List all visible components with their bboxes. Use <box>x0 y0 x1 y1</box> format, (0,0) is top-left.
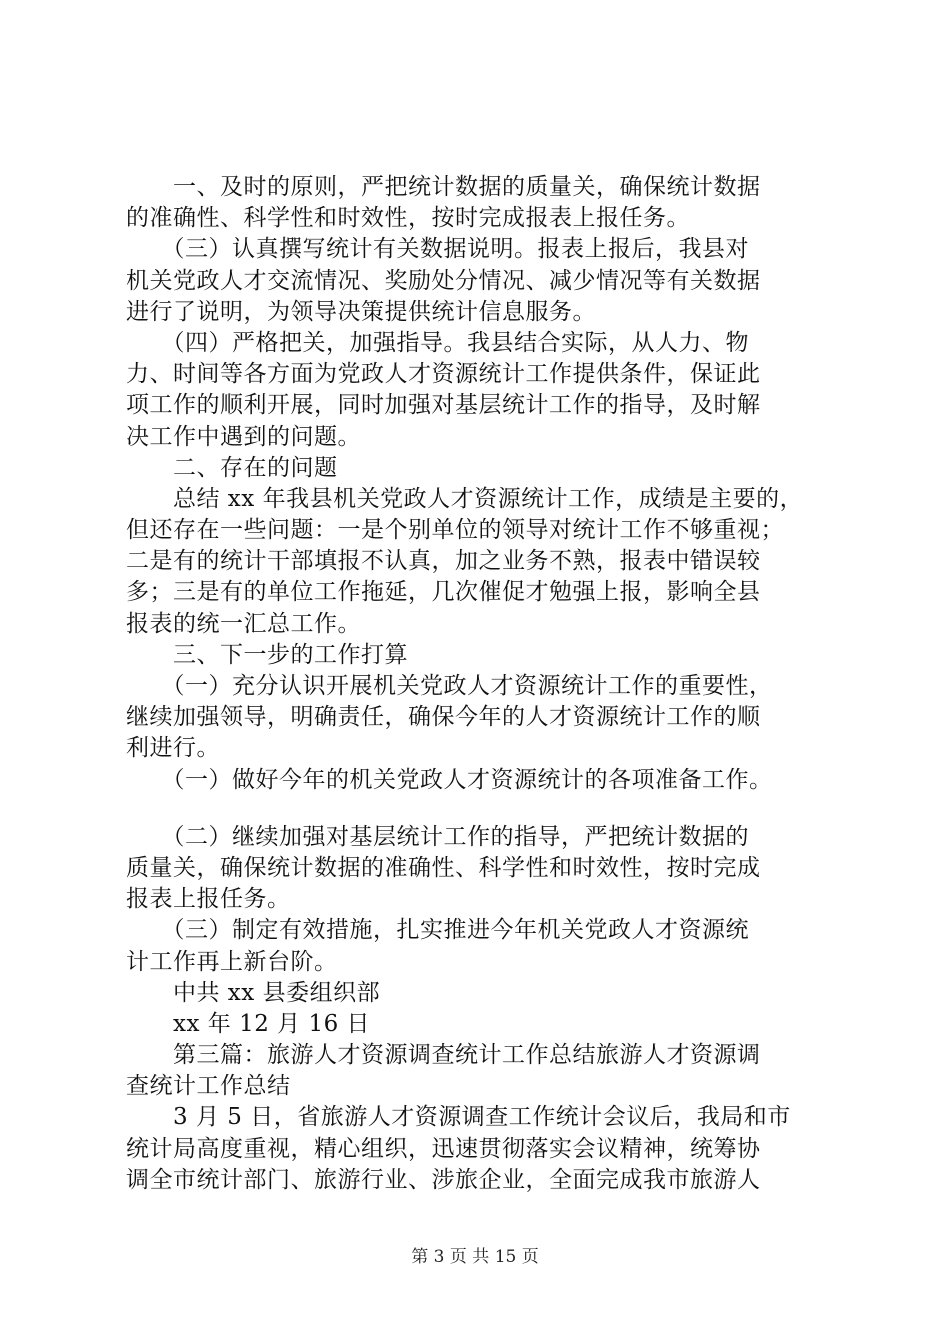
section-heading: 二、存在的问题 <box>126 454 338 481</box>
date-line: xx 年 12 月 16 日 <box>126 1010 371 1037</box>
text-line: 进行了说明，为领导决策提供统计信息服务。 <box>126 298 596 325</box>
text-line: （二）继续加强对基层统计工作的指导，严把统计数据的 <box>126 823 749 850</box>
text-line: 统计局高度重视，精心组织，迅速贯彻落实会议精神，统筹协 <box>126 1135 761 1162</box>
text-line: （四）严格把关，加强指导。我县结合实际，从人力、物 <box>126 329 749 356</box>
chapter-title: 第三篇：旅游人才资源调查统计工作总结旅游人才资源调 <box>126 1042 761 1069</box>
text-line: （三）制定有效措施，扎实推进今年机关党政人才资源统 <box>126 917 749 944</box>
paragraph-gap <box>126 796 846 822</box>
text-line: （一）做好今年的机关党政人才资源统计的各项准备工作。 <box>126 766 773 793</box>
text-line: 报表的统一汇总工作。 <box>126 610 361 637</box>
text-line: 调全市统计部门、旅游行业、涉旅企业，全面完成我市旅游人 <box>126 1166 761 1193</box>
text-line: 多；三是有的单位工作拖延，几次催促才勉强上报，影响全县 <box>126 579 761 606</box>
text-line: 二是有的统计干部填报不认真，加之业务不熟，报表中错误较 <box>126 548 761 575</box>
text-line: 机关党政人才交流情况、奖励处分情况、减少情况等有关数据 <box>126 267 761 294</box>
text-line: （三）认真撰写统计有关数据说明。报表上报后，我县对 <box>126 236 749 263</box>
text-line: 3 月 5 日，省旅游人才资源调查工作统计会议后，我局和市 <box>126 1104 791 1131</box>
text-line: 的准确性、科学性和时效性，按时完成报表上报任务。 <box>126 205 690 232</box>
text-line: 总结 xx 年我县机关党政人才资源统计工作，成绩是主要的， <box>126 485 804 512</box>
chapter-title: 查统计工作总结 <box>126 1073 291 1100</box>
text-line: 报表上报任务。 <box>126 886 291 913</box>
text-line: 继续加强领导，明确责任，确保今年的人才资源统计工作的顺 <box>126 704 761 731</box>
text-line: 力、时间等各方面为党政人才资源统计工作提供条件，保证此 <box>126 361 761 388</box>
page-number-footer: 第 3 页 共 15 页 <box>411 1247 539 1267</box>
text-line: 利进行。 <box>126 735 220 762</box>
text-line: （一）充分认识开展机关党政人才资源统计工作的重要性， <box>126 673 773 699</box>
text-line: 计工作再上新台阶。 <box>126 948 338 975</box>
text-line: 一、及时的原则，严把统计数据的质量关，确保统计数据 <box>126 174 761 200</box>
text-line: 项工作的顺利开展，同时加强对基层统计工作的指导，及时解 <box>126 392 761 419</box>
document-body <box>126 172 846 1196</box>
text-line: 质量关，确保统计数据的准确性、科学性和时效性，按时完成 <box>126 854 761 881</box>
text-line: 但还存在一些问题：一是个别单位的领导对统计工作不够重视； <box>126 517 784 544</box>
section-heading: 三、下一步的工作打算 <box>126 641 408 668</box>
organization-signature: 中共 xx 县委组织部 <box>126 979 381 1006</box>
text-line: 决工作中遇到的问题。 <box>126 423 361 450</box>
